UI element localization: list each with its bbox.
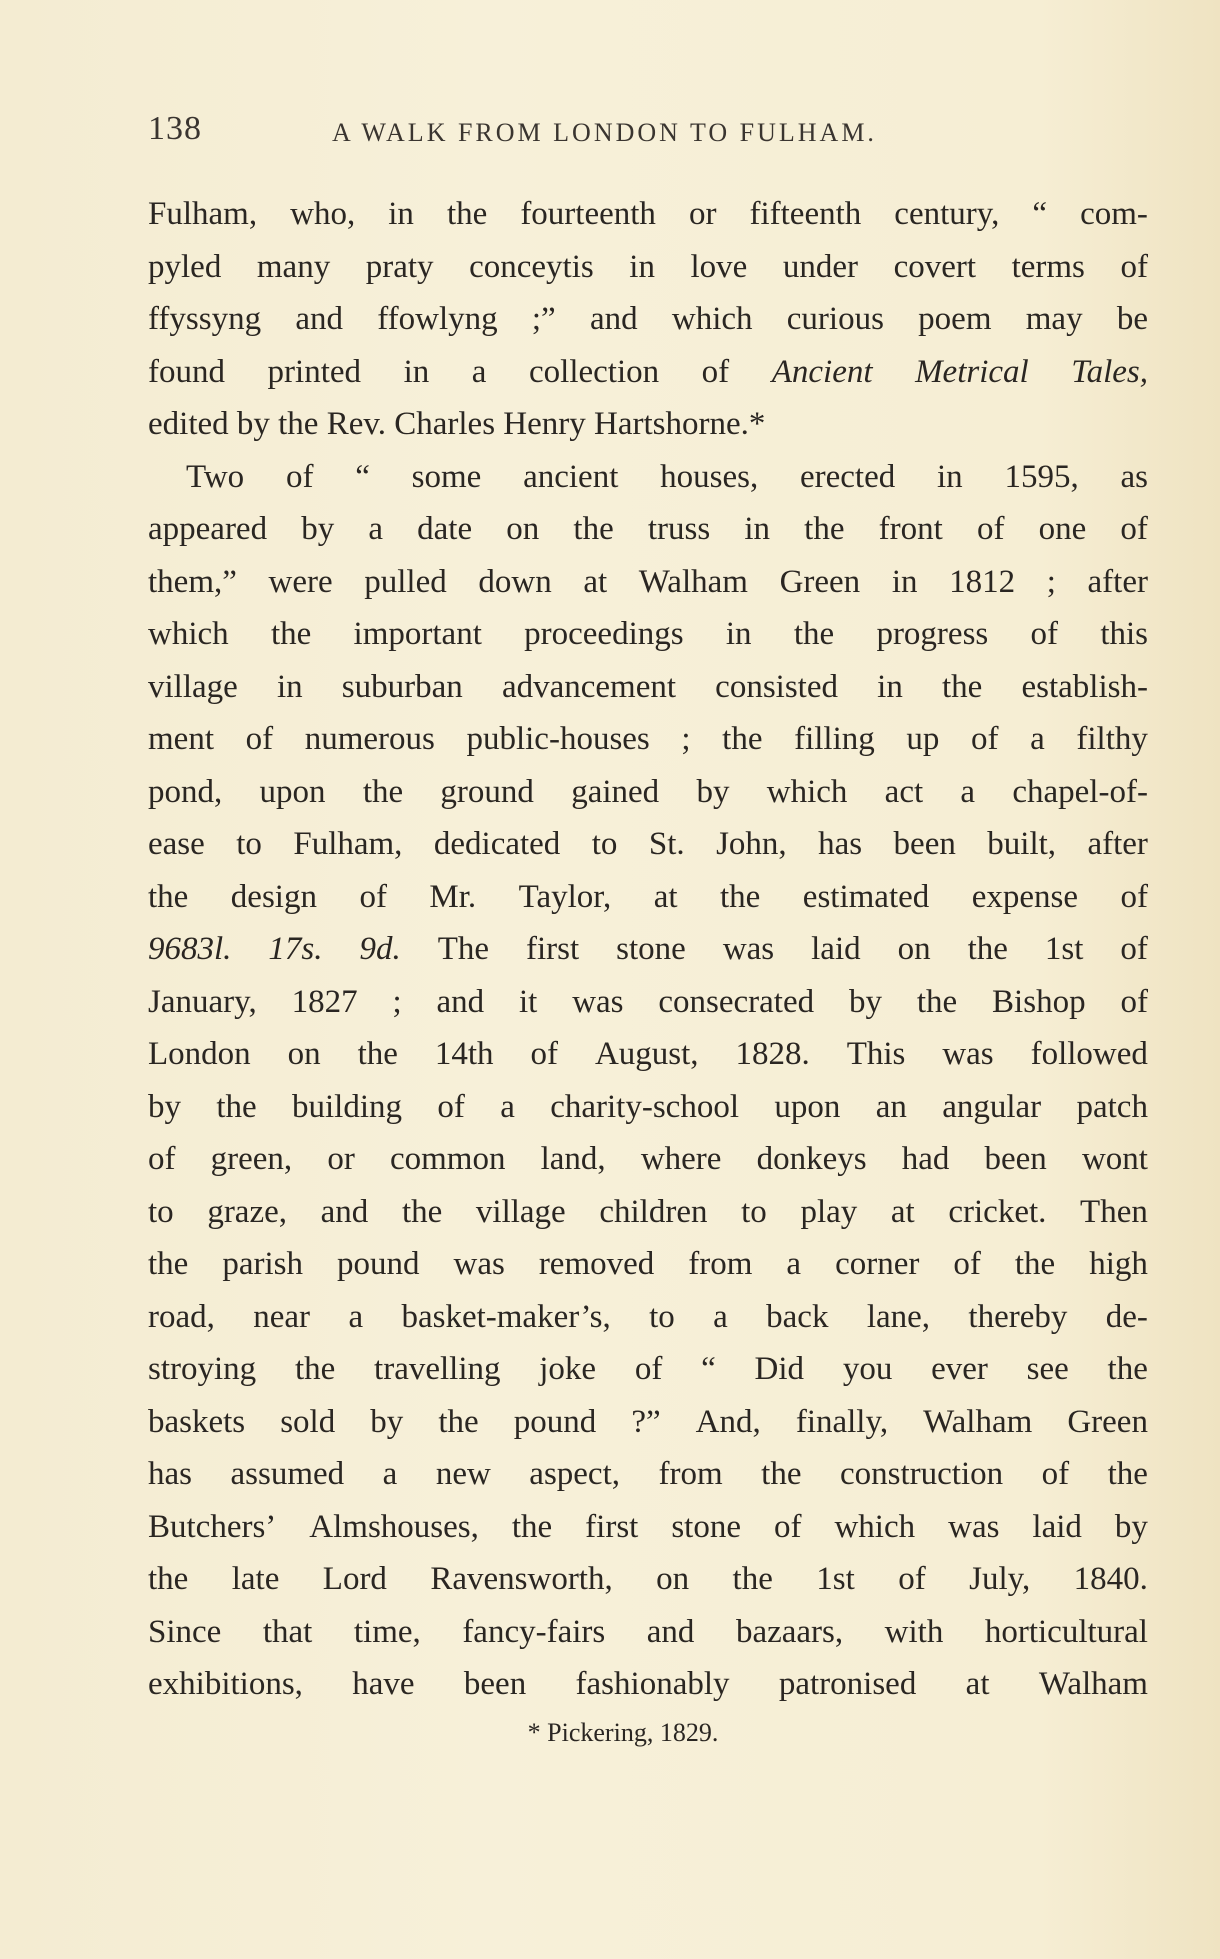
text-line: ment of numerous public-houses ; the filling up of a filthy bbox=[148, 721, 1148, 757]
text-line: Since that time, fancy-fairs and bazaars, with horticultural bbox=[148, 1613, 1148, 1650]
running-head bbox=[148, 110, 1148, 166]
text-line: to graze, and the village children to play at cricket. Then bbox=[148, 1193, 1148, 1230]
page-number: 138 bbox=[148, 110, 202, 147]
text-line: January, 1827 ; and it was consecrated by the Bishop of bbox=[148, 983, 1148, 1020]
footnote: * Pickering, 1829. bbox=[527, 1717, 719, 1747]
text-line: ffyssyng and ffowlyng ;” and which curious poem may be bbox=[148, 301, 1148, 337]
running-title: A WALK FROM LONDON TO FULHAM. bbox=[332, 118, 877, 147]
text-line: ease to Fulham, dedicated to St. John, has been built, after bbox=[148, 826, 1148, 862]
text-line: edited by the Rev. Charles Henry Hartshorne.* bbox=[148, 406, 766, 442]
text-line: exhibitions, have been fashionably patronised at Walham bbox=[148, 1666, 1148, 1702]
text-line: road, near a basket-maker’s, to a back lane, thereby de- bbox=[148, 1298, 1148, 1335]
text-line: appeared by a date on the truss in the front of one of bbox=[148, 511, 1148, 547]
text-line: London on the 14th of August, 1828. This was followed bbox=[148, 1036, 1148, 1072]
text-line: baskets sold by the pound ?” And, finally, Walham Green bbox=[148, 1403, 1148, 1440]
text-line: by the building of a charity-school upon an angular patch bbox=[148, 1088, 1148, 1125]
text-line: 9683l. 17s. 9d. The first stone was laid on the 1st of bbox=[148, 931, 1148, 967]
body-text bbox=[148, 188, 1148, 1711]
text-line: village in suburban advancement consisted in the establish- bbox=[148, 668, 1148, 705]
text-line: pyled many praty conceytis in love under covert terms of bbox=[148, 248, 1148, 285]
text-line: of green, or common land, where donkeys had been wont bbox=[148, 1141, 1148, 1177]
text-line: stroying the travelling joke of “ Did you ever see the bbox=[148, 1351, 1148, 1387]
text-line: the design of Mr. Taylor, at the estimated expense of bbox=[148, 878, 1148, 915]
text-line: Butchers’ Almshouses, the first stone of which was laid by bbox=[148, 1508, 1148, 1545]
text-line: has assumed a new aspect, from the construction of the bbox=[148, 1456, 1148, 1492]
book-page bbox=[148, 110, 1148, 1751]
text-line: the late Lord Ravensworth, on the 1st of July, 1840. bbox=[148, 1561, 1148, 1597]
text-line: Two of “ some ancient houses, erected in 1595, as bbox=[186, 458, 1148, 495]
text-line: found printed in a collection of Ancient Metrical Tales, bbox=[148, 353, 1148, 390]
text-line: which the important proceedings in the progress of this bbox=[148, 616, 1148, 652]
text-line: them,” were pulled down at Walham Green in 1812 ; after bbox=[148, 563, 1148, 600]
text-line: the parish pound was removed from a corner of the high bbox=[148, 1246, 1148, 1282]
text-line: pond, upon the ground gained by which act a chapel-of- bbox=[148, 773, 1148, 810]
text-line: Fulham, who, in the fourteenth or fifteenth century, “ com- bbox=[148, 196, 1148, 232]
